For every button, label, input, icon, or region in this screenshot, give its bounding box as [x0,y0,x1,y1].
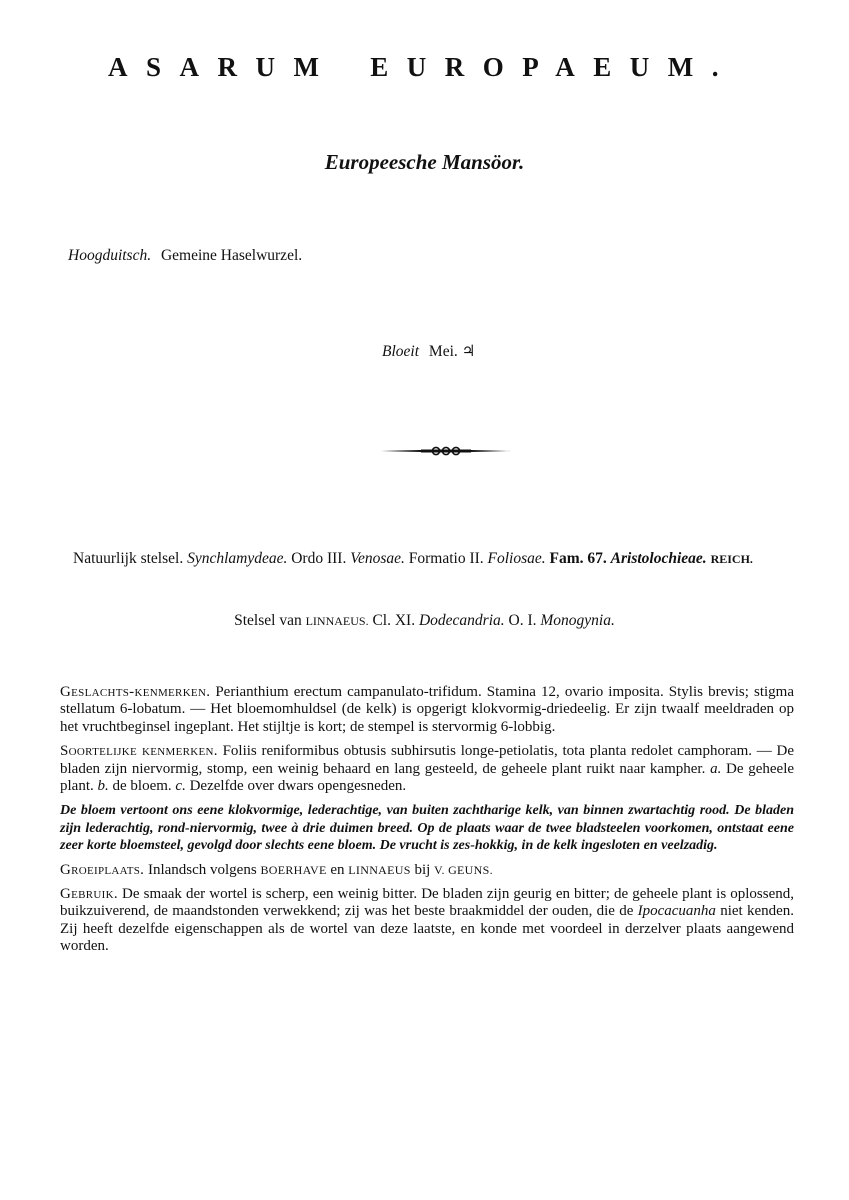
usage-italic-term: Ipocacuanha [637,903,716,920]
species-dutch: De bladen zijn niervormig, stomp, een weinig behaard en lang gesteeld, de geheele plant ruikt naar kampher. [60,743,795,777]
title-species: EUROPAEUM. [370,52,737,82]
linnaean-author: LINNAEUS. [305,614,369,628]
natural-formatio: Formatio II. [408,550,484,567]
linnaean-order-name: Monogynia. [540,612,615,629]
natural-class: Synchlamydeae. [187,550,288,567]
natural-family-name: Aristolochieae. [610,550,707,567]
perennial-symbol: ♃ [461,343,476,360]
species-latin: Foliis reniformibus obtusis subhirsutis longe-petiolatis, tota planta redolet camphoram. — [222,743,772,760]
genus-characteristics [60,684,794,736]
natural-author: REICH. [710,552,753,566]
genus-latin: Perianthium erectum campanulato-trifidum. Stamina 12, ovario imposita. Stylis brevis; stigma stellatum 6-lobatum. — [60,684,794,718]
species-characteristics [60,743,794,795]
natural-ordo-name: Venosae. [350,550,405,567]
habitat-author-1: BOERHAVE [260,862,327,877]
habitat-label: Groeiplaats. [60,861,145,878]
dutch-common-name: Europeesche Mansöor. [324,150,525,174]
ornament-divider-icon [381,444,511,458]
page-title [108,52,737,83]
natural-system-line [73,549,791,569]
main-text [60,684,794,963]
habitat-text-2: en [330,861,345,878]
flowering-label: Bloeit [382,343,420,360]
figure-a-letter: a. [710,760,722,777]
usage-text-2: niet kenden. Zij heeft dezelfde eigenschappen als de wortel van deze laatste, en konde met voordeel in derzelver plaats aangewend worden. [60,903,795,955]
usage-text-1: De smaak der wortel is scherp, een weinig bitter. De bladen zijn geurig en bitter; de geheele plant is oplossend, buikzuiverend, de maandstonden verwekkend; zij was het beste braakmiddel der ouden, die de [60,886,795,920]
figure-a-caption: De geheele plant. [60,760,795,795]
usage-paragraph [60,886,794,956]
habitat-paragraph [60,862,794,879]
habitat-text-1: Inlandsch volgens [147,861,257,878]
flower-description: De bloem vertoont ons eene klokvormige, lederachtige, van buiten zachtharige kelk, van binnen zwartachtig rood. De bladen zijn lederachtig, rond-niervormig, twee à drie duimen breed. Op de plaats waar de twee bladsteelen voorkomen, ontstaat eene zeer korte bloemsteel, gevolgd door slechts eene bloem. De vrucht is zes-hokkig, in de kelk ingesloten en veelzadig. [60,803,794,854]
natural-ordo: Ordo III. [291,550,347,567]
natural-formatio-name: Foliosae. [487,550,546,567]
natural-family: Fam. 67. [549,550,607,567]
figure-c-letter: c. [175,778,186,795]
species-label: Soortelijke kenmerken. [60,743,218,760]
figure-b-caption: de bloem. [112,778,172,795]
linnaean-class-name: Dodecandria. [418,612,505,629]
habitat-author-2: LINNAEUS [348,862,411,877]
linnaean-class: Cl. XI. [372,612,416,629]
genus-label: Geslachts-kenmerken. [60,684,211,700]
usage-label: Gebruik. [60,886,118,903]
linnaean-system-line [0,612,849,630]
flowering-month: Mei. [428,343,458,360]
german-name-line [68,247,302,265]
flowering-line [382,342,476,361]
german-name: Gemeine Haselwurzel. [160,247,303,264]
german-label: Hoogduitsch. [68,247,152,264]
title-genus: ASARUM [108,52,338,82]
linnaean-label: Stelsel van [234,612,302,629]
linnaean-order: O. I. [508,612,537,629]
natural-system-label: Natuurlijk stelsel. [73,550,184,567]
habitat-author-3: V. GEUNS. [434,862,493,877]
figure-b-letter: b. [97,778,109,795]
figure-c-caption: Dezelfde over dwars opengesneden. [189,778,407,795]
habitat-text-3: bij [414,861,431,878]
genus-dutch: Het bloemomhuldsel (de kelk) is opgerigt klokvormig-driedeelig. Er zijn twaalf meeldraden op het vruchtbeginsel ingeplant. Het stijltje is kort; de stempel is stervormig 6-lobbig. [60,701,795,735]
